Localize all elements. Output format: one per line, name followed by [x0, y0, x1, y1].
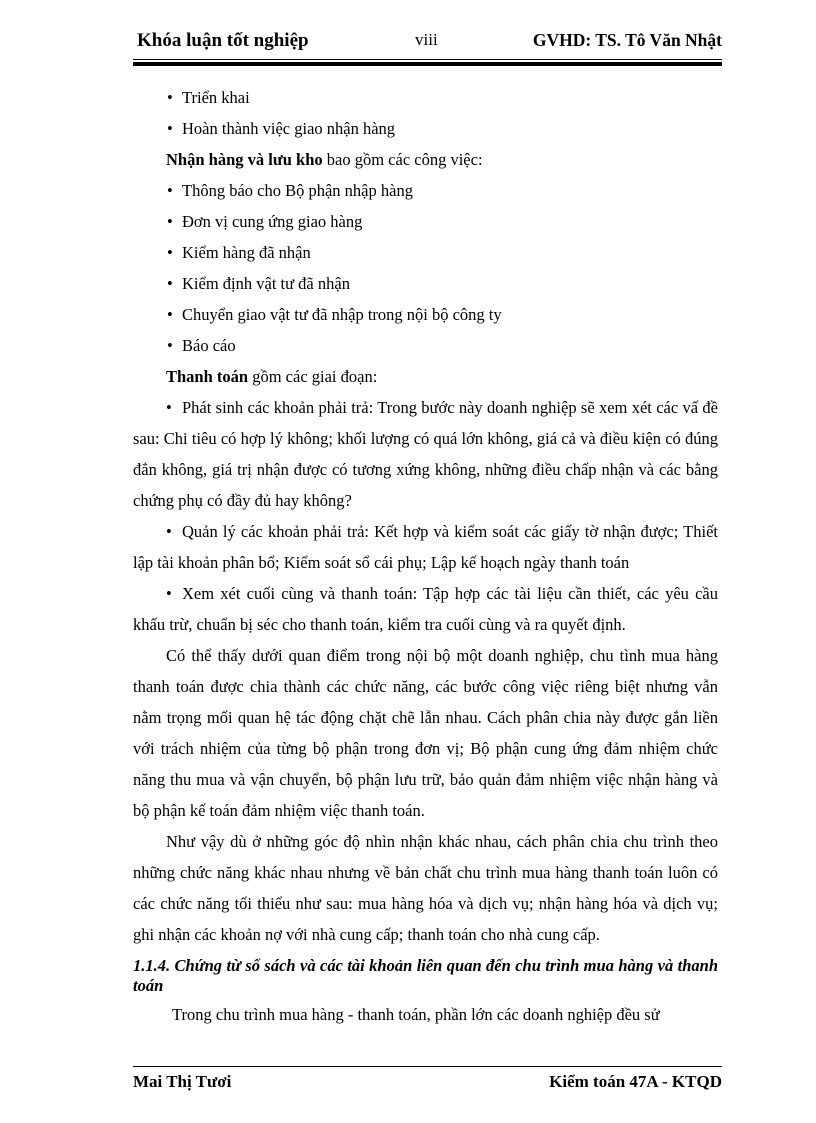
bullet-icon: • — [167, 243, 173, 262]
footer-class: Kiểm toán 47A - KTQD — [549, 1072, 722, 1091]
header-rule-thin — [133, 59, 722, 60]
header-rule-thick — [133, 62, 722, 66]
section-heading: 1.1.4. Chứng từ sổ sách và các tài khoản liên quan đến chu trình mua hàng và thanh toán — [133, 956, 718, 995]
payment-intro: Thanh toán gồm các giai đoạn: — [166, 367, 378, 386]
paragraph: Có thể thấy dưới quan điểm trong nội bộ một doanh nghiệp, chu tình mua hàng thanh toán được chia thành các chức năng, các bước công việc riêng biệt nhưng vẫn nằm trọng mối quan hệ tác động chặt chẽ lẫn nhau. Cách phân chia này được gắn liền với trách nhiệm của từng bộ phận trong đơn vị; Bộ phận cung ứng đảm nhiệm chức năng thu mua và vận chuyển, bộ phận lưu trữ, bảo quản đảm nhiệm việc nhận hàng và bộ phận kế toán đảm nhiệm việc thanh toán. — [133, 646, 718, 820]
payment-item: • Xem xét cuối cùng và thanh toán: Tập hợp các tài liệu cần thiết, các yêu cầu khấu trừ, chuẩn bị séc cho thanh toán, kiểm tra cuối cùng và ra quyết định. — [133, 578, 718, 640]
list-item: • Thông báo cho Bộ phận nhập hàng — [133, 175, 718, 206]
bullet-icon: • — [166, 584, 172, 603]
footer-author: Mai Thị Tươi — [133, 1072, 232, 1091]
header-advisor: GVHD: TS. Tô Văn Nhật — [532, 30, 722, 50]
paragraph: Như vậy dù ở những góc độ nhìn nhận khác nhau, cách phân chia chu trình theo những chức năng khác nhau nhưng về bản chất chu trình mua hàng thanh toán luôn có các chức năng tối thiểu như sau: mua hàng hóa và dịch vụ; nhận hàng hóa và dịch vụ; ghi nhận các khoản nợ với nhà cung cấp; thanh toán cho nhà cung cấp. — [133, 832, 718, 944]
bullet-icon: • — [167, 212, 173, 231]
bullet-icon: • — [166, 522, 172, 541]
page-body — [133, 82, 718, 1029]
page-number: viii — [415, 30, 438, 49]
bullet-icon: • — [167, 88, 173, 107]
header-title: Khóa luận tốt nghiệp — [137, 30, 309, 51]
list-item: • Đơn vị cung ứng giao hàng — [133, 206, 718, 237]
list-item: • Hoàn thành việc giao nhận hàng — [133, 113, 718, 144]
page-header — [133, 30, 722, 56]
receiving-intro: Nhận hàng và lưu kho bao gồm các công việc: — [166, 150, 483, 169]
bullet-icon: • — [167, 305, 173, 324]
list-item: • Triển khai — [133, 82, 718, 113]
bullet-icon: • — [167, 274, 173, 293]
list-item: • Chuyển giao vật tư đã nhập trong nội bộ công ty — [133, 299, 718, 330]
footer-rule — [133, 1066, 722, 1067]
bullet-icon: • — [167, 119, 173, 138]
bullet-icon: • — [166, 398, 172, 417]
paragraph: Trong chu trình mua hàng - thanh toán, phần lớn các doanh nghiệp đều sử — [172, 1005, 660, 1024]
receiving-title: Nhận hàng và lưu kho — [166, 150, 323, 169]
page-footer — [133, 1072, 722, 1096]
list-item: • Kiểm hàng đã nhận — [133, 237, 718, 268]
list-item: • Báo cáo — [133, 330, 718, 361]
payment-item: • Quản lý các khoản phải trả: Kết hợp và kiểm soát các giấy tờ nhận được; Thiết lập tài khoản phân bổ; Kiểm soát sổ cái phụ; Lập kế hoạch ngày thanh toán — [133, 516, 718, 578]
payment-title: Thanh toán — [166, 367, 249, 386]
bullet-icon: • — [167, 336, 173, 355]
bullet-icon: • — [167, 181, 173, 200]
list-item: • Kiểm định vật tư đã nhận — [133, 268, 718, 299]
payment-item: • Phát sinh các khoản phải trả: Trong bước này doanh nghiệp sẽ xem xét các vấ đề sau: Chi tiêu có hợp lý không; khối lượng có quá lớn không, giá cả và điều kiện có đúng đắn không, giá trị nhận được có tương xứng không, những điều chấp nhận và các bằng chứng phụ có đầy đủ hay không? — [133, 392, 718, 516]
